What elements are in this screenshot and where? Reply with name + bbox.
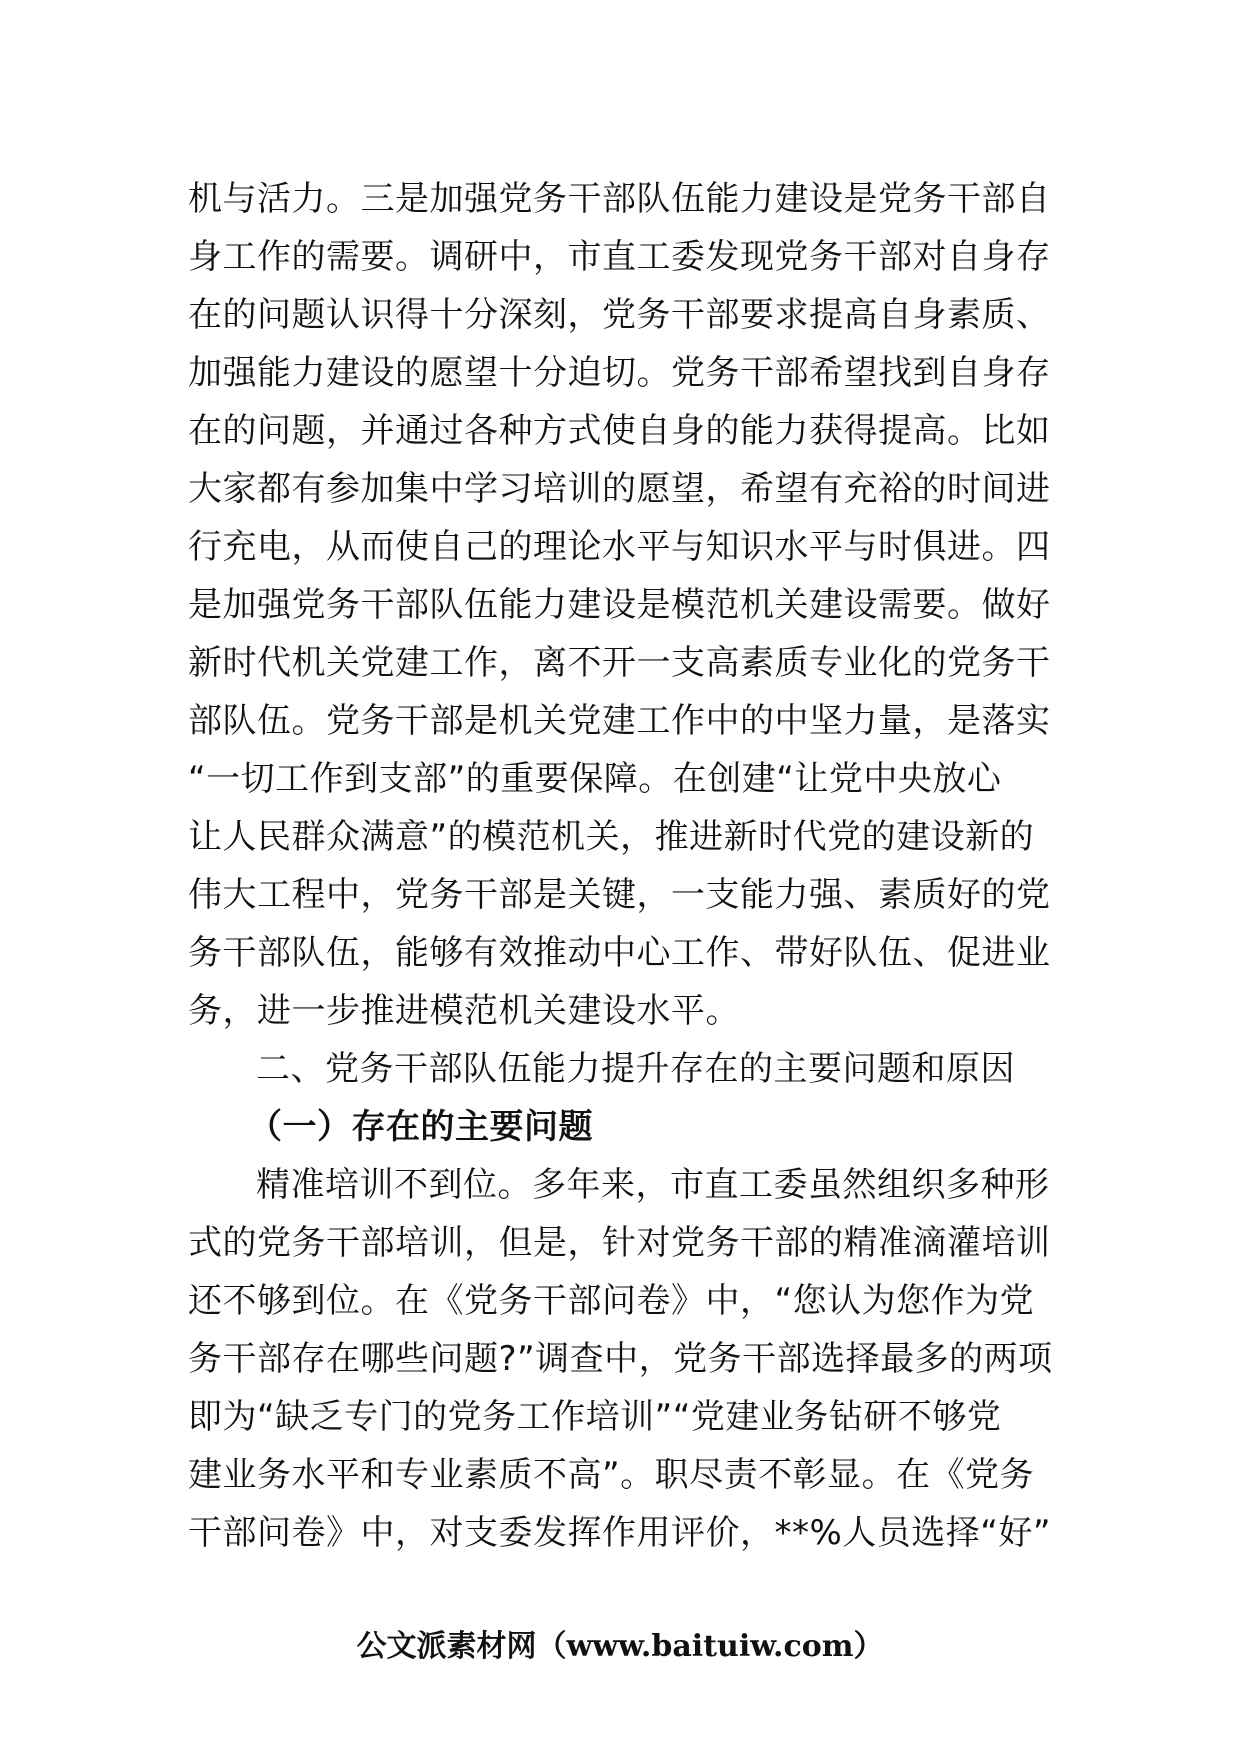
paragraph-line: 还不够到位。在《党务干部问卷》中，“您认为您作为党 <box>188 1281 1035 1321</box>
paragraph-line: 即为“缺乏专门的党务工作培训”“党建业务钻研不够党 <box>188 1397 1002 1437</box>
paragraph-line: 伟大工程中，党务干部是关键，一支能力强、素质好的党 <box>188 875 1051 915</box>
paragraph-line: 新时代机关党建工作，离不开一支高素质专业化的党务干 <box>188 643 1051 683</box>
body-text <box>188 170 1058 1562</box>
paragraph-line: 在的问题，并通过各种方式使自身的能力获得提高。比如 <box>188 411 1051 451</box>
paragraph-line: 身工作的需要。调研中，市直工委发现党务干部对自身存 <box>188 237 1051 277</box>
paragraph-line: 精准培训不到位。多年来，市直工委虽然组织多种形 <box>256 1165 1050 1205</box>
paragraph-line: 行充电，从而使自己的理论水平与知识水平与时俱进。四 <box>188 527 1051 567</box>
paragraph-line: 部队伍。党务干部是机关党建工作中的中坚力量，是落实 <box>188 701 1051 741</box>
paragraph-line: 让人民群众满意”的模范机关，推进新时代党的建设新的 <box>188 817 1035 857</box>
paragraph-line: 建业务水平和专业素质不高”。职尽责不彰显。在《党务 <box>188 1455 1035 1495</box>
paragraph-line: 务，进一步推进模范机关建设水平。 <box>188 991 740 1031</box>
paragraph-line: 务干部存在哪些问题?”调查中，党务干部选择最多的两项 <box>188 1339 1053 1379</box>
paragraph-line: 干部问卷》中，对支委发挥作用评价，**%人员选择“好” <box>188 1513 1052 1553</box>
paragraph-line: 大家都有参加集中学习培训的愿望，希望有充裕的时间进 <box>188 469 1051 509</box>
section-heading: 二、党务干部队伍能力提升存在的主要问题和原因 <box>256 1049 1015 1089</box>
paragraph-line: 加强能力建设的愿望十分迫切。党务干部希望找到自身存 <box>188 353 1051 393</box>
footer-watermark-text: 公文派素材网（www.baituiw.com） <box>356 1629 884 1664</box>
paragraph-line: 是加强党务干部队伍能力建设是模范机关建设需要。做好 <box>188 585 1051 625</box>
subsection-heading: （一）存在的主要问题 <box>248 1107 593 1147</box>
paragraph-line: 务干部队伍，能够有效推动中心工作、带好队伍、促进业 <box>188 933 1051 973</box>
paragraph-line: 式的党务干部培训，但是，针对党务干部的精准滴灌培训 <box>188 1223 1051 1263</box>
paragraph-line: 在的问题认识得十分深刻，党务干部要求提高自身素质、 <box>188 295 1051 335</box>
paragraph-line: 机与活力。三是加强党务干部队伍能力建设是党务干部自 <box>188 179 1051 219</box>
paragraph-line: “一切工作到支部”的重要保障。在创建“让党中央放心 <box>188 759 1002 799</box>
